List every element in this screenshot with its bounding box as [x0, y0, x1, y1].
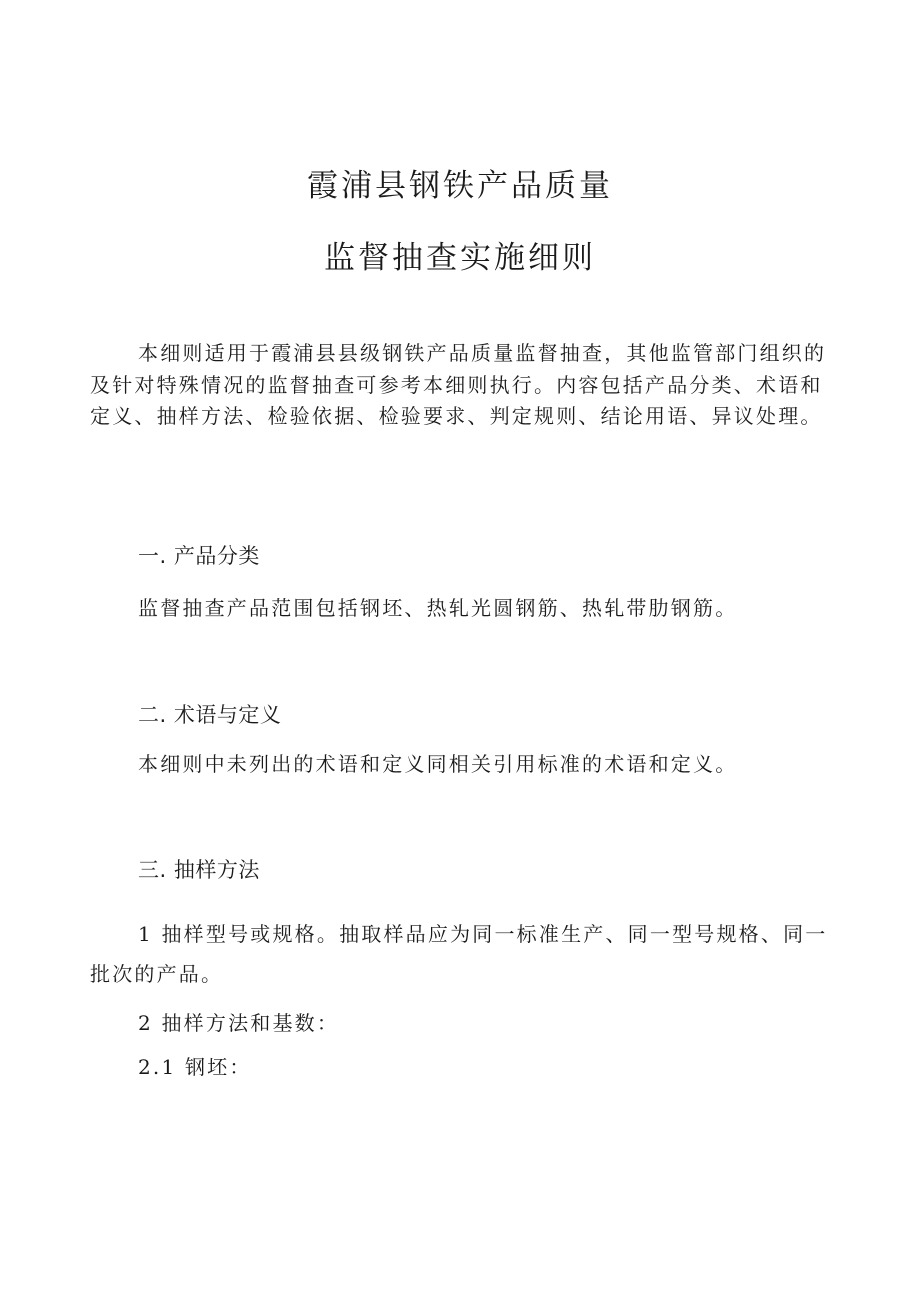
section-heading-terms-definitions: 二. 术语与定义 — [138, 703, 282, 727]
intro-paragraph: 本细则适用于霞浦县县级钢铁产品质量监督抽查，其他监管部门组织的及针对特殊情况的监督抽查可参考本细则执行。内容包括产品分类、术语和定义、抽样方法、检验依据、检验要求、判定规则、结论用语、异议处理。 — [90, 341, 827, 428]
section-paragraph-billet: 2.1 钢坯： — [138, 1055, 252, 1079]
section-heading-sampling-method: 三. 抽样方法 — [138, 858, 260, 882]
section-paragraph-sampling-base: 2 抽样方法和基数： — [138, 1011, 340, 1035]
section-heading-product-classification: 一. 产品分类 — [138, 544, 260, 568]
section-paragraph-sampling-spec: 1 抽样型号或规格。抽取样品应为同一标准生产、同一型号规格、同一批次的产品。 — [90, 922, 828, 986]
document-title-line-1: 霞浦县钢铁产品质量 — [307, 168, 613, 204]
section-paragraph-terms: 本细则中未列出的术语和定义同相关引用标准的术语和定义。 — [138, 752, 738, 776]
section-paragraph-product-scope: 监督抽查产品范围包括钢坯、热轧光圆钢筋、热轧带肋钢筋。 — [138, 596, 738, 620]
document-title-line-2: 监督抽查实施细则 — [324, 240, 596, 276]
